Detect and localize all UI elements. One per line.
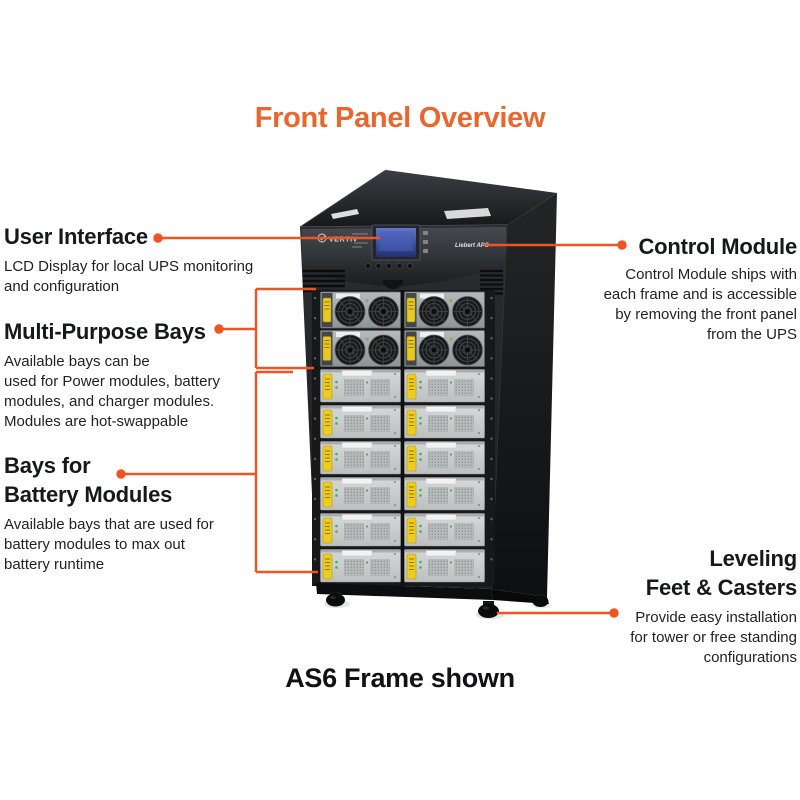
control-module-description: Control Module ships with each frame and is accessible by removing the front panel from the UPS (603, 266, 797, 343)
fan-module (405, 331, 485, 367)
leveling-feet-description: Provide easy installation for tower or free standing configurations (630, 609, 797, 666)
multi-purpose-bays-heading: Multi-Purpose Bays (4, 319, 206, 344)
battery-module (405, 442, 485, 475)
lcd-display (372, 225, 420, 260)
battery-module (321, 550, 401, 583)
fan-module (321, 292, 401, 328)
battery-bays-heading: Bays for Battery Modules (4, 453, 173, 507)
liebert-aps-label: Liebert APS (455, 243, 489, 249)
battery-module (321, 406, 401, 439)
battery-module (405, 370, 485, 403)
battery-module (405, 550, 485, 583)
battery-module (321, 442, 401, 475)
battery-module (405, 406, 485, 439)
page-title: Front Panel Overview (254, 102, 546, 134)
battery-module (405, 478, 485, 511)
fan-module (321, 331, 401, 367)
control-module-heading: Control Module (638, 234, 797, 259)
frame-caption: AS6 Frame shown (285, 663, 515, 693)
battery-module (321, 478, 401, 511)
multi-purpose-bays-description: Available bays can be used for Power modules, battery modules, and charger modules. Modules are hot-swappable (4, 353, 220, 430)
fan-module (405, 292, 485, 328)
indicator-leds (423, 231, 428, 253)
ups-front-panel (300, 225, 507, 589)
leveling-foot-front-right (478, 601, 499, 618)
battery-module (405, 514, 485, 547)
user-interface-heading: User Interface (4, 224, 148, 249)
module-cage (312, 290, 495, 586)
user-interface-description: LCD Display for local UPS monitoring and configuration (4, 258, 254, 295)
battery-module (321, 370, 401, 403)
leveling-feet-heading: Leveling Feet & Casters (645, 546, 797, 600)
leveling-feet-leader (497, 608, 619, 617)
battery-module (321, 514, 401, 547)
battery-bays-description: Available bays that are used for battery modules to max out battery runtime (4, 516, 214, 573)
battery-bays-bracket (116, 372, 318, 572)
multi-purpose-bays-bracket (214, 289, 316, 368)
brand-label: VERTIV (329, 236, 358, 244)
